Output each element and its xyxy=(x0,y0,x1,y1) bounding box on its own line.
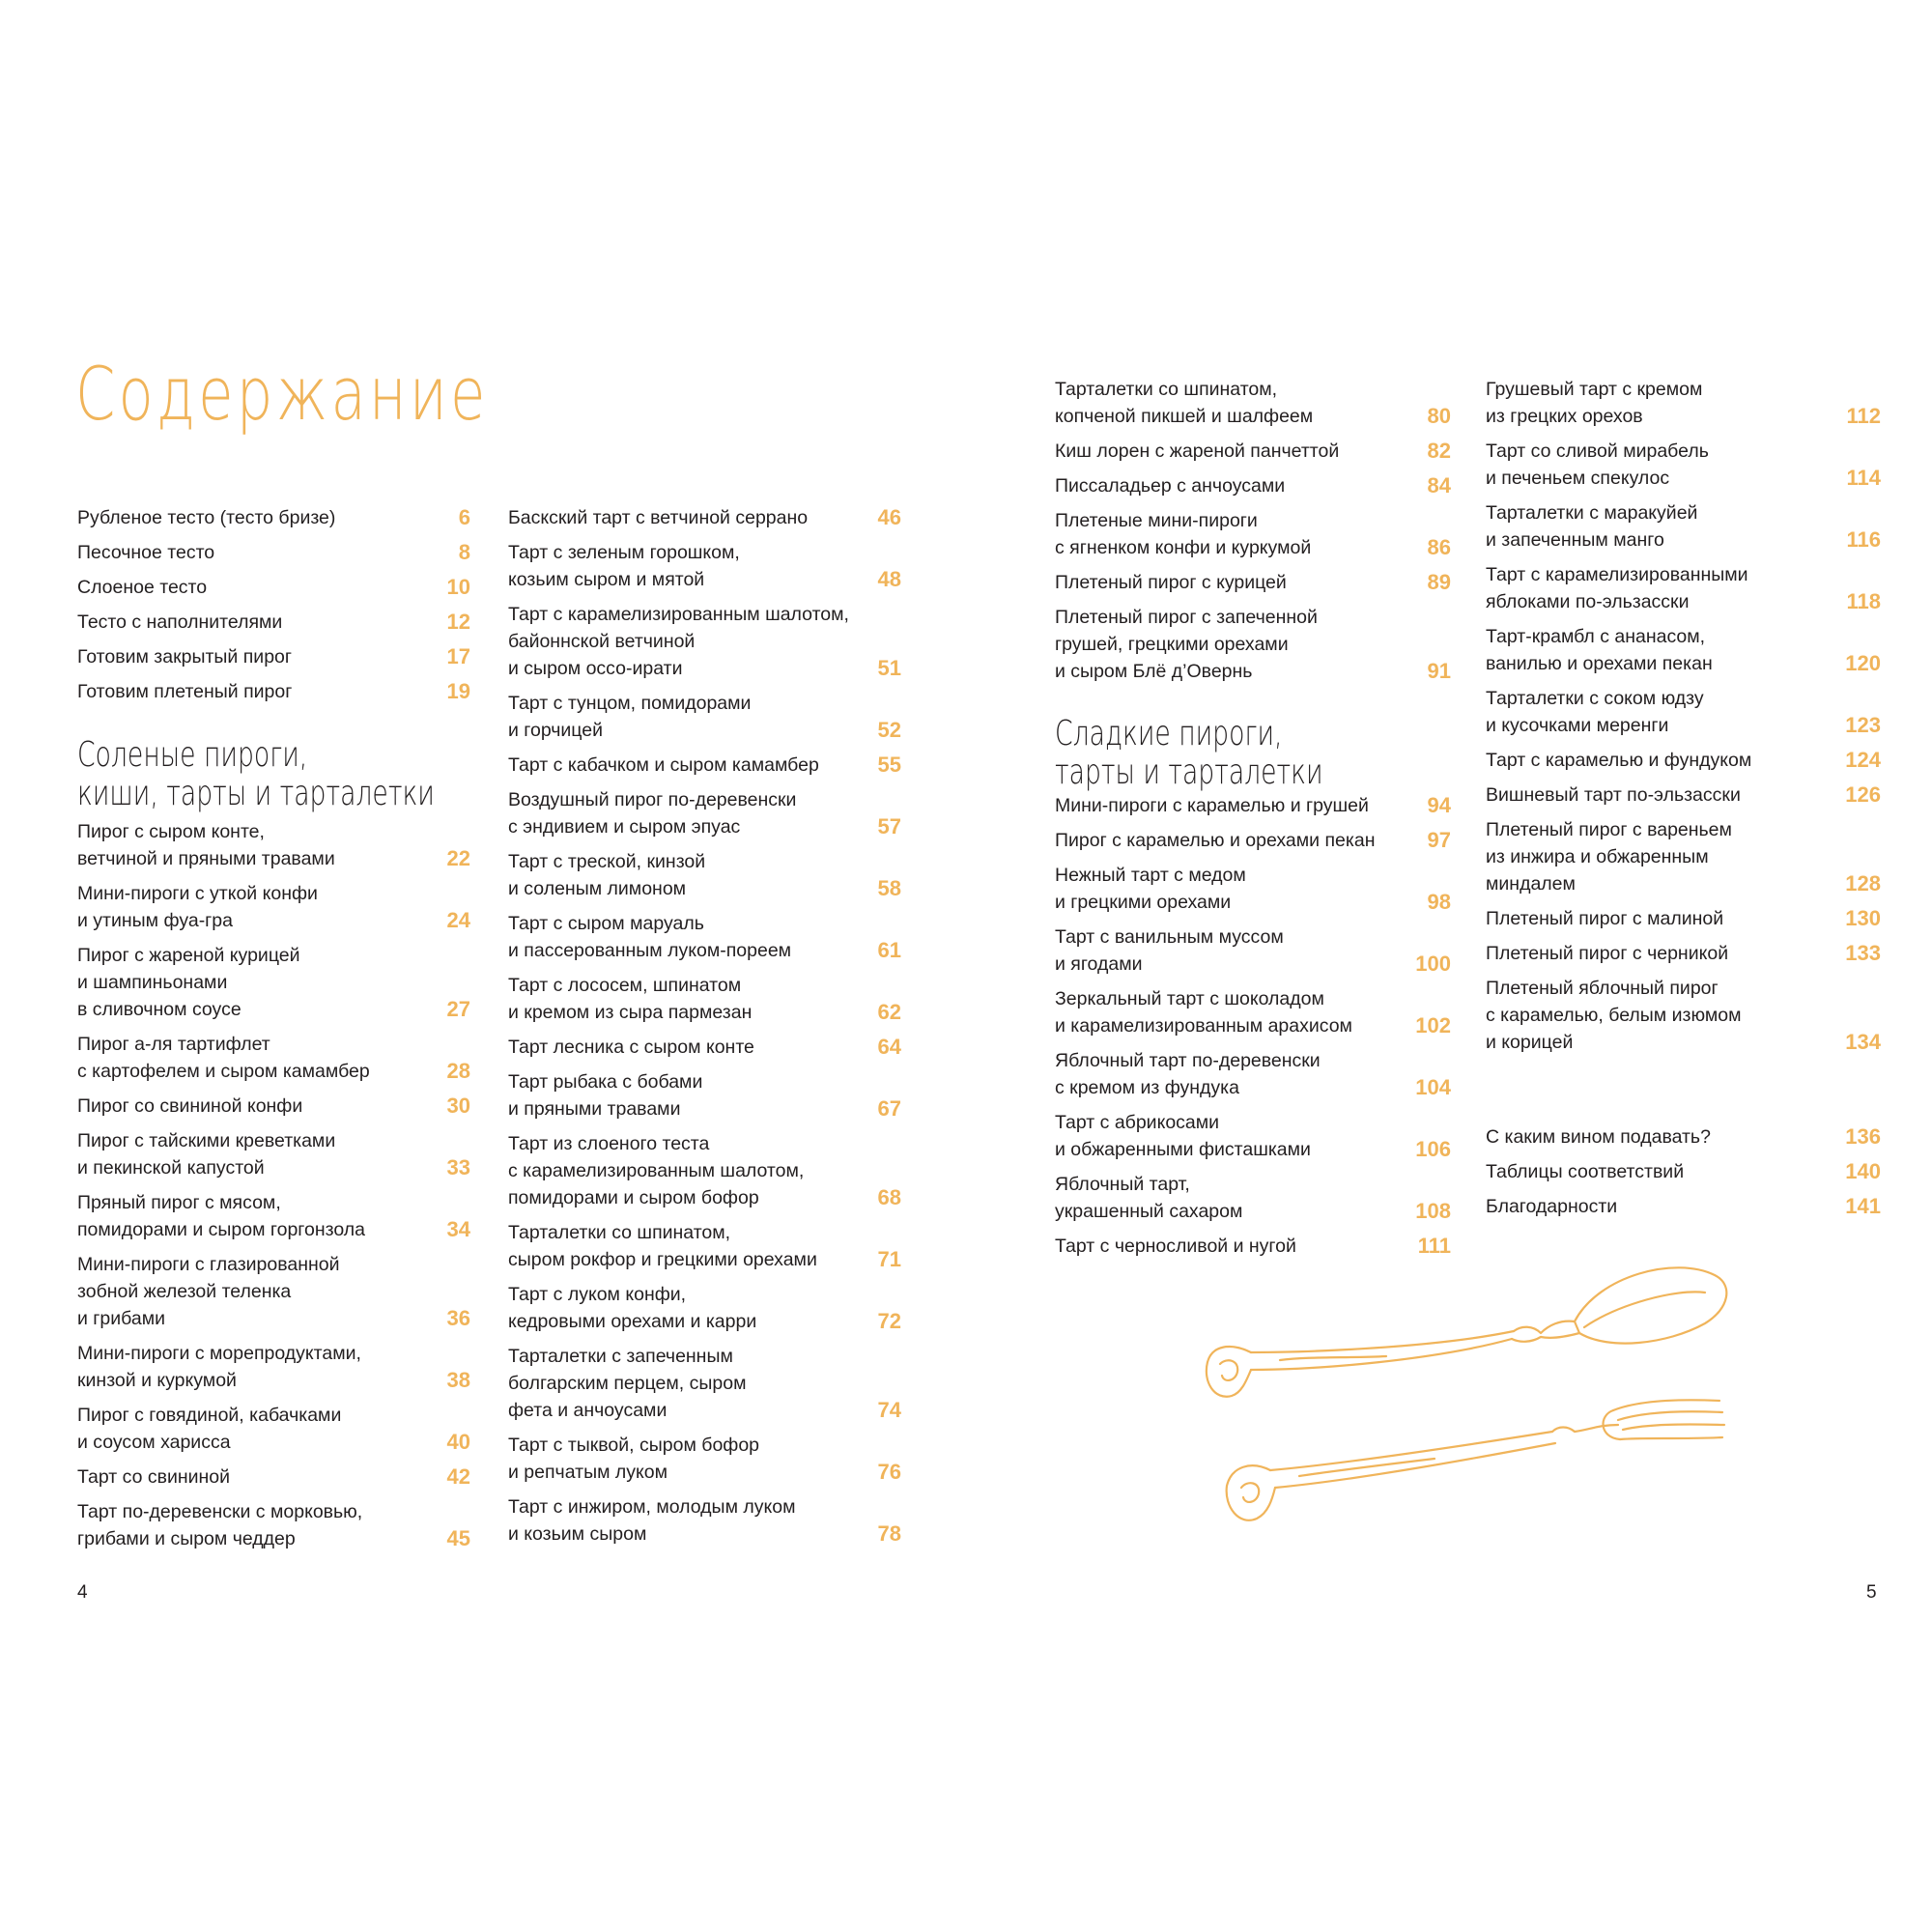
toc-entry-page-number: 55 xyxy=(877,753,901,777)
toc-entry-page-number: 67 xyxy=(877,1096,901,1121)
toc-entry-page-number: 124 xyxy=(1845,748,1881,772)
toc-entry-title: Тарт с луком конфи, кедровыми орехами и карри xyxy=(508,1284,757,1332)
toc-entry-page-number: 52 xyxy=(877,718,901,742)
toc-column-4-sweet xyxy=(1486,376,1881,1064)
toc-entry-page-number: 12 xyxy=(446,610,470,634)
toc-entry-page-number: 130 xyxy=(1845,906,1881,930)
toc-entry-title: Тарталетки со шпинатом, копченой пикшей и шалфеем xyxy=(1055,379,1314,427)
toc-entry xyxy=(1055,604,1451,685)
toc-entry xyxy=(508,752,901,779)
toc-entry xyxy=(1486,376,1881,430)
toc-entry-title: Пирог а-ля тартифлет с картофелем и сыром камамбер xyxy=(77,1034,370,1082)
toc-entry xyxy=(1055,1171,1451,1225)
toc-entry-title: Тарталетки с соком юдзу и кусочками меренги xyxy=(1486,688,1704,736)
toc-entry-title: Мини-пироги с карамелью и грушей xyxy=(1055,795,1369,816)
toc-entry-title: Тарт с инжиром, молодым луком и козьим сыром xyxy=(508,1496,796,1545)
toc-entry xyxy=(1486,623,1881,677)
toc-entry-page-number: 116 xyxy=(1846,527,1881,552)
toc-entry-title: Мини-пироги с морепродуктами, кинзой и куркумой xyxy=(77,1343,361,1391)
page-number-right: 5 xyxy=(1866,1582,1877,1603)
toc-entry-page-number: 106 xyxy=(1415,1137,1451,1161)
toc-entry xyxy=(1486,975,1881,1056)
toc-entry xyxy=(508,1493,901,1548)
toc-entry-title: Тарталетки с маракуйей и запеченным манго xyxy=(1486,502,1698,551)
toc-entry xyxy=(508,504,901,531)
toc-entry-title: Баскский тарт с ветчиной серрано xyxy=(508,507,809,528)
toc-entry-page-number: 40 xyxy=(446,1430,470,1454)
toc-entry xyxy=(1055,1109,1451,1163)
toc-entry-page-number: 17 xyxy=(446,644,470,668)
toc-entry-title: С каким вином подавать? xyxy=(1486,1126,1711,1148)
toc-entry xyxy=(1055,862,1451,916)
toc-entry xyxy=(508,972,901,1026)
toc-entry-title: Тарт со сливой мирабель и печеньем спекулос xyxy=(1486,440,1709,489)
toc-entry xyxy=(77,818,470,872)
toc-entry-page-number: 58 xyxy=(877,876,901,900)
toc-entry-page-number: 72 xyxy=(877,1309,901,1333)
toc-entry-page-number: 62 xyxy=(877,1000,901,1024)
toc-entry-title: Зеркальный тарт с шоколадом и карамелизированным арахисом xyxy=(1055,988,1352,1037)
toc-entry-page-number: 6 xyxy=(458,505,470,529)
toc-entry xyxy=(1486,1193,1881,1220)
toc-entry xyxy=(1055,792,1451,819)
toc-entry xyxy=(1486,1158,1881,1185)
toc-entry-page-number: 64 xyxy=(877,1035,901,1059)
toc-entry-title: Слоеное тесто xyxy=(77,577,208,598)
toc-entry-title: Тарт с черносливой и нугой xyxy=(1055,1236,1296,1257)
toc-entry-title: Писсаладьер с анчоусами xyxy=(1055,475,1286,497)
toc-entry-title: Киш лорен с жареной панчеттой xyxy=(1055,440,1340,462)
toc-entry-page-number: 97 xyxy=(1427,828,1451,852)
toc-entry xyxy=(508,848,901,902)
toc-column-1-heading-wrap xyxy=(77,736,470,813)
toc-entry-page-number: 111 xyxy=(1417,1234,1451,1258)
toc-entry-page-number: 140 xyxy=(1845,1159,1881,1183)
toc-entry xyxy=(1486,685,1881,739)
toc-entry xyxy=(1055,438,1451,465)
toc-entry-page-number: 102 xyxy=(1415,1013,1451,1037)
toc-entry-page-number: 126 xyxy=(1845,782,1881,807)
toc-entry-title: Благодарности xyxy=(1486,1196,1618,1217)
toc-entry-title: Тарталетки с запеченным болгарским перцем, сыром фета и анчоусами xyxy=(508,1346,747,1421)
toc-entry-page-number: 141 xyxy=(1845,1194,1881,1218)
toc-entry-page-number: 51 xyxy=(877,656,901,680)
toc-entry-page-number: 22 xyxy=(446,846,470,870)
toc-entry-title: Пирог со свининой конфи xyxy=(77,1095,303,1117)
toc-entry-page-number: 24 xyxy=(446,908,470,932)
toc-entry-title: Мини-пироги с уткой конфи и утиным фуа-гра xyxy=(77,883,318,931)
toc-entry-title: Пирог с говядиной, кабачками и соусом харисса xyxy=(77,1405,342,1453)
toc-entry-page-number: 128 xyxy=(1845,871,1881,895)
toc-entry-title: Готовим плетеный пирог xyxy=(77,681,293,702)
toc-entry-title: Тарт лесника с сыром конте xyxy=(508,1037,754,1058)
toc-entry xyxy=(77,1402,470,1456)
toc-entry-page-number: 120 xyxy=(1845,651,1881,675)
toc-entry-title: Пирог с сыром конте, ветчиной и пряными травами xyxy=(77,821,335,869)
toc-entry-title: Тарталетки со шпинатом, сыром рокфор и грецкими орехами xyxy=(508,1222,817,1270)
toc-entry xyxy=(508,1068,901,1122)
toc-entry-title: Тарт с ванильным муссом и ягодами xyxy=(1055,926,1284,975)
toc-entry-title: Грушевый тарт с кремом из грецких орехов xyxy=(1486,379,1703,427)
toc-entry xyxy=(1486,499,1881,554)
toc-entry xyxy=(77,574,470,601)
toc-entry-title: Тарт с сыром маруаль и пассерованным луком-пореем xyxy=(508,913,792,961)
toc-entry-page-number: 27 xyxy=(446,997,470,1021)
toc-entry-title: Тарт-крамбл с ананасом, ванилью и орехами пекан xyxy=(1486,626,1713,674)
toc-entry xyxy=(1055,827,1451,854)
page-number-left: 4 xyxy=(77,1582,88,1603)
toc-entry-title: Тесто с наполнителями xyxy=(77,611,283,633)
toc-entry xyxy=(1055,923,1451,978)
toc-entry-page-number: 84 xyxy=(1427,473,1451,497)
toc-entry-page-number: 68 xyxy=(877,1185,901,1209)
toc-entry-title: Тарт с кабачком и сыром камамбер xyxy=(508,754,819,776)
toc-entry xyxy=(1486,438,1881,492)
toc-entry-page-number: 45 xyxy=(446,1526,470,1550)
toc-entry-page-number: 28 xyxy=(446,1059,470,1083)
toc-entry-page-number: 98 xyxy=(1427,890,1451,914)
toc-entry xyxy=(77,504,470,531)
toc-entry xyxy=(77,880,470,934)
toc-entry-title: Тарт с карамелизированным шалотом, байоннской ветчиной и сыром оссо-ирати xyxy=(508,604,849,679)
toc-entry-page-number: 123 xyxy=(1845,713,1881,737)
toc-entry xyxy=(77,1189,470,1243)
toc-entry-title: Тарт с лососем, шпинатом и кремом из сыра пармезан xyxy=(508,975,753,1023)
toc-entry-title: Тарт рыбака с бобами и пряными травами xyxy=(508,1071,703,1120)
toc-entry xyxy=(1486,1123,1881,1151)
toc-entry-page-number: 133 xyxy=(1845,941,1881,965)
toc-entry-title: Тарт с абрикосами и обжаренными фисташками xyxy=(1055,1112,1311,1160)
toc-entry xyxy=(508,786,901,840)
toc-entry xyxy=(77,1093,470,1120)
page-title: Содержание xyxy=(75,351,489,437)
toc-entry xyxy=(77,539,470,566)
toc-entry-title: Тарт с карамелью и фундуком xyxy=(1486,750,1752,771)
toc-entry xyxy=(77,1463,470,1491)
toc-entry xyxy=(508,1432,901,1486)
toc-entry-title: Вишневый тарт по-эльзасски xyxy=(1486,784,1741,806)
toc-column-1-salty xyxy=(77,818,470,1560)
toc-entry xyxy=(77,942,470,1023)
toc-entry-title: Нежный тарт с медом и грецкими орехами xyxy=(1055,865,1246,913)
toc-entry-title: Тарт из слоеного теста с карамелизированным шалотом, помидорами и сыром бофор xyxy=(508,1133,805,1208)
toc-entry xyxy=(77,1031,470,1085)
toc-entry-title: Мини-пироги с глазированной зобной железой теленка и грибами xyxy=(77,1254,340,1329)
toc-entry-page-number: 34 xyxy=(446,1217,470,1241)
toc-entry-title: Тарт с карамелизированными яблоками по-эльзасски xyxy=(1486,564,1748,612)
toc-entry xyxy=(1486,940,1881,967)
toc-entry xyxy=(508,1219,901,1273)
toc-entry-title: Плетеный пирог с запеченной грушей, грецкими орехами и сыром Блё д’Овернь xyxy=(1055,607,1318,682)
toc-entry-title: Тарт по-деревенски с морковью, грибами и сыром чеддер xyxy=(77,1501,363,1549)
toc-entry-title: Песочное тесто xyxy=(77,542,215,563)
toc-entry xyxy=(77,1498,470,1552)
section-heading-salty: Соленые пироги, киши, тарты и тарталетки xyxy=(77,735,435,813)
toc-entry-page-number: 108 xyxy=(1415,1199,1451,1223)
toc-entry-page-number: 91 xyxy=(1427,659,1451,683)
toc-entry xyxy=(77,1340,470,1394)
toc-entry xyxy=(508,910,901,964)
toc-entry xyxy=(508,1130,901,1211)
toc-entry-page-number: 112 xyxy=(1846,404,1881,428)
toc-entry-title: Пряный пирог с мясом, помидорами и сыром горгонзола xyxy=(77,1192,365,1240)
toc-entry-page-number: 104 xyxy=(1415,1075,1451,1099)
toc-entry-page-number: 94 xyxy=(1427,793,1451,817)
toc-entry xyxy=(1055,472,1451,499)
toc-column-3-sweet xyxy=(1055,792,1451,1267)
toc-entry-title: Плетеный пирог с курицей xyxy=(1055,572,1287,593)
toc-entry xyxy=(508,539,901,593)
toc-entry-title: Рубленое тесто (тесто бризе) xyxy=(77,507,336,528)
toc-entry-page-number: 48 xyxy=(877,567,901,591)
toc-entry-page-number: 86 xyxy=(1427,535,1451,559)
toc-entry xyxy=(77,678,470,705)
toc-entry-page-number: 134 xyxy=(1845,1030,1881,1054)
toc-entry-page-number: 19 xyxy=(446,679,470,703)
toc-column-1-basics xyxy=(77,504,470,713)
toc-entry xyxy=(508,601,901,682)
toc-entry xyxy=(1055,507,1451,561)
toc-entry xyxy=(1486,561,1881,615)
toc-entry-page-number: 57 xyxy=(877,814,901,838)
toc-entry-page-number: 61 xyxy=(877,938,901,962)
toc-entry-title: Яблочный тарт по-деревенски с кремом из фундука xyxy=(1055,1050,1321,1098)
toc-entry-title: Тарт со свининой xyxy=(77,1466,231,1488)
toc-entry-title: Тарт с тыквой, сыром бофор и репчатым луком xyxy=(508,1435,760,1483)
toc-entry-page-number: 74 xyxy=(877,1398,901,1422)
toc-entry xyxy=(1055,985,1451,1039)
toc-entry-title: Плетеный пирог с черникой xyxy=(1486,943,1729,964)
toc-entry xyxy=(1055,569,1451,596)
toc-entry-title: Плетеный яблочный пирог с карамелью, белым изюмом и корицей xyxy=(1486,978,1742,1053)
toc-entry-page-number: 30 xyxy=(446,1094,470,1118)
toc-entry-page-number: 46 xyxy=(877,505,901,529)
toc-entry xyxy=(77,609,470,636)
toc-entry-page-number: 118 xyxy=(1846,589,1881,613)
toc-entry xyxy=(77,1127,470,1181)
toc-entry xyxy=(77,1251,470,1332)
toc-entry-title: Тарт с треской, кинзой и соленым лимоном xyxy=(508,851,706,899)
toc-entry-page-number: 80 xyxy=(1427,404,1451,428)
toc-entry xyxy=(508,690,901,744)
toc-entry-page-number: 8 xyxy=(458,540,470,564)
toc-entry-title: Тарт с тунцом, помидорами и горчицей xyxy=(508,693,752,741)
toc-entry-page-number: 76 xyxy=(877,1460,901,1484)
toc-entry-page-number: 10 xyxy=(446,575,470,599)
toc-entry-title: Тарт с зеленым горошком, козьим сыром и мятой xyxy=(508,542,740,590)
toc-column-2 xyxy=(508,504,901,1555)
toc-entry-page-number: 42 xyxy=(446,1464,470,1489)
toc-entry xyxy=(1486,747,1881,774)
toc-entry xyxy=(1486,816,1881,897)
toc-entry-title: Яблочный тарт, украшенный сахаром xyxy=(1055,1174,1243,1222)
toc-entry-page-number: 100 xyxy=(1415,952,1451,976)
toc-entry-title: Готовим закрытый пирог xyxy=(77,646,292,668)
toc-entry-page-number: 38 xyxy=(446,1368,470,1392)
toc-entry xyxy=(1486,905,1881,932)
spoon-and-fork-icon xyxy=(1193,1256,1753,1555)
toc-entry-page-number: 82 xyxy=(1427,439,1451,463)
toc-entry xyxy=(1486,781,1881,809)
toc-column-3-heading-wrap xyxy=(1055,715,1451,792)
toc-entry-page-number: 71 xyxy=(877,1247,901,1271)
toc-entry xyxy=(508,1343,901,1424)
toc-entry-page-number: 89 xyxy=(1427,570,1451,594)
toc-entry-page-number: 114 xyxy=(1846,466,1881,490)
toc-entry xyxy=(1055,1047,1451,1101)
toc-entry-page-number: 78 xyxy=(877,1521,901,1546)
toc-column-4-extras xyxy=(1486,1123,1881,1228)
toc-entry-title: Пирог с тайскими креветками и пекинской капустой xyxy=(77,1130,336,1179)
toc-entry xyxy=(1055,376,1451,430)
toc-entry-title: Плетеный пирог с вареньем из инжира и обжаренным миндалем xyxy=(1486,819,1732,895)
toc-entry-page-number: 36 xyxy=(446,1306,470,1330)
toc-column-3-salty xyxy=(1055,376,1451,693)
toc-entry-title: Плетеный пирог с малиной xyxy=(1486,908,1724,929)
toc-entry-page-number: 136 xyxy=(1845,1124,1881,1149)
toc-entry-title: Плетеные мини-пироги с ягненком конфи и куркумой xyxy=(1055,510,1312,558)
toc-entry xyxy=(508,1281,901,1335)
toc-entry-title: Таблицы соответствий xyxy=(1486,1161,1685,1182)
toc-entry xyxy=(77,643,470,670)
section-heading-sweet: Сладкие пироги, тарты и тарталетки xyxy=(1055,714,1323,792)
toc-entry xyxy=(508,1034,901,1061)
toc-entry-title: Пирог с карамелью и орехами пекан xyxy=(1055,830,1376,851)
toc-entry-title: Воздушный пирог по-деревенски с эндивием и сыром эпуас xyxy=(508,789,797,838)
toc-entry-title: Пирог с жареной курицей и шампиньонами в сливочном соусе xyxy=(77,945,300,1020)
toc-entry-page-number: 33 xyxy=(446,1155,470,1179)
